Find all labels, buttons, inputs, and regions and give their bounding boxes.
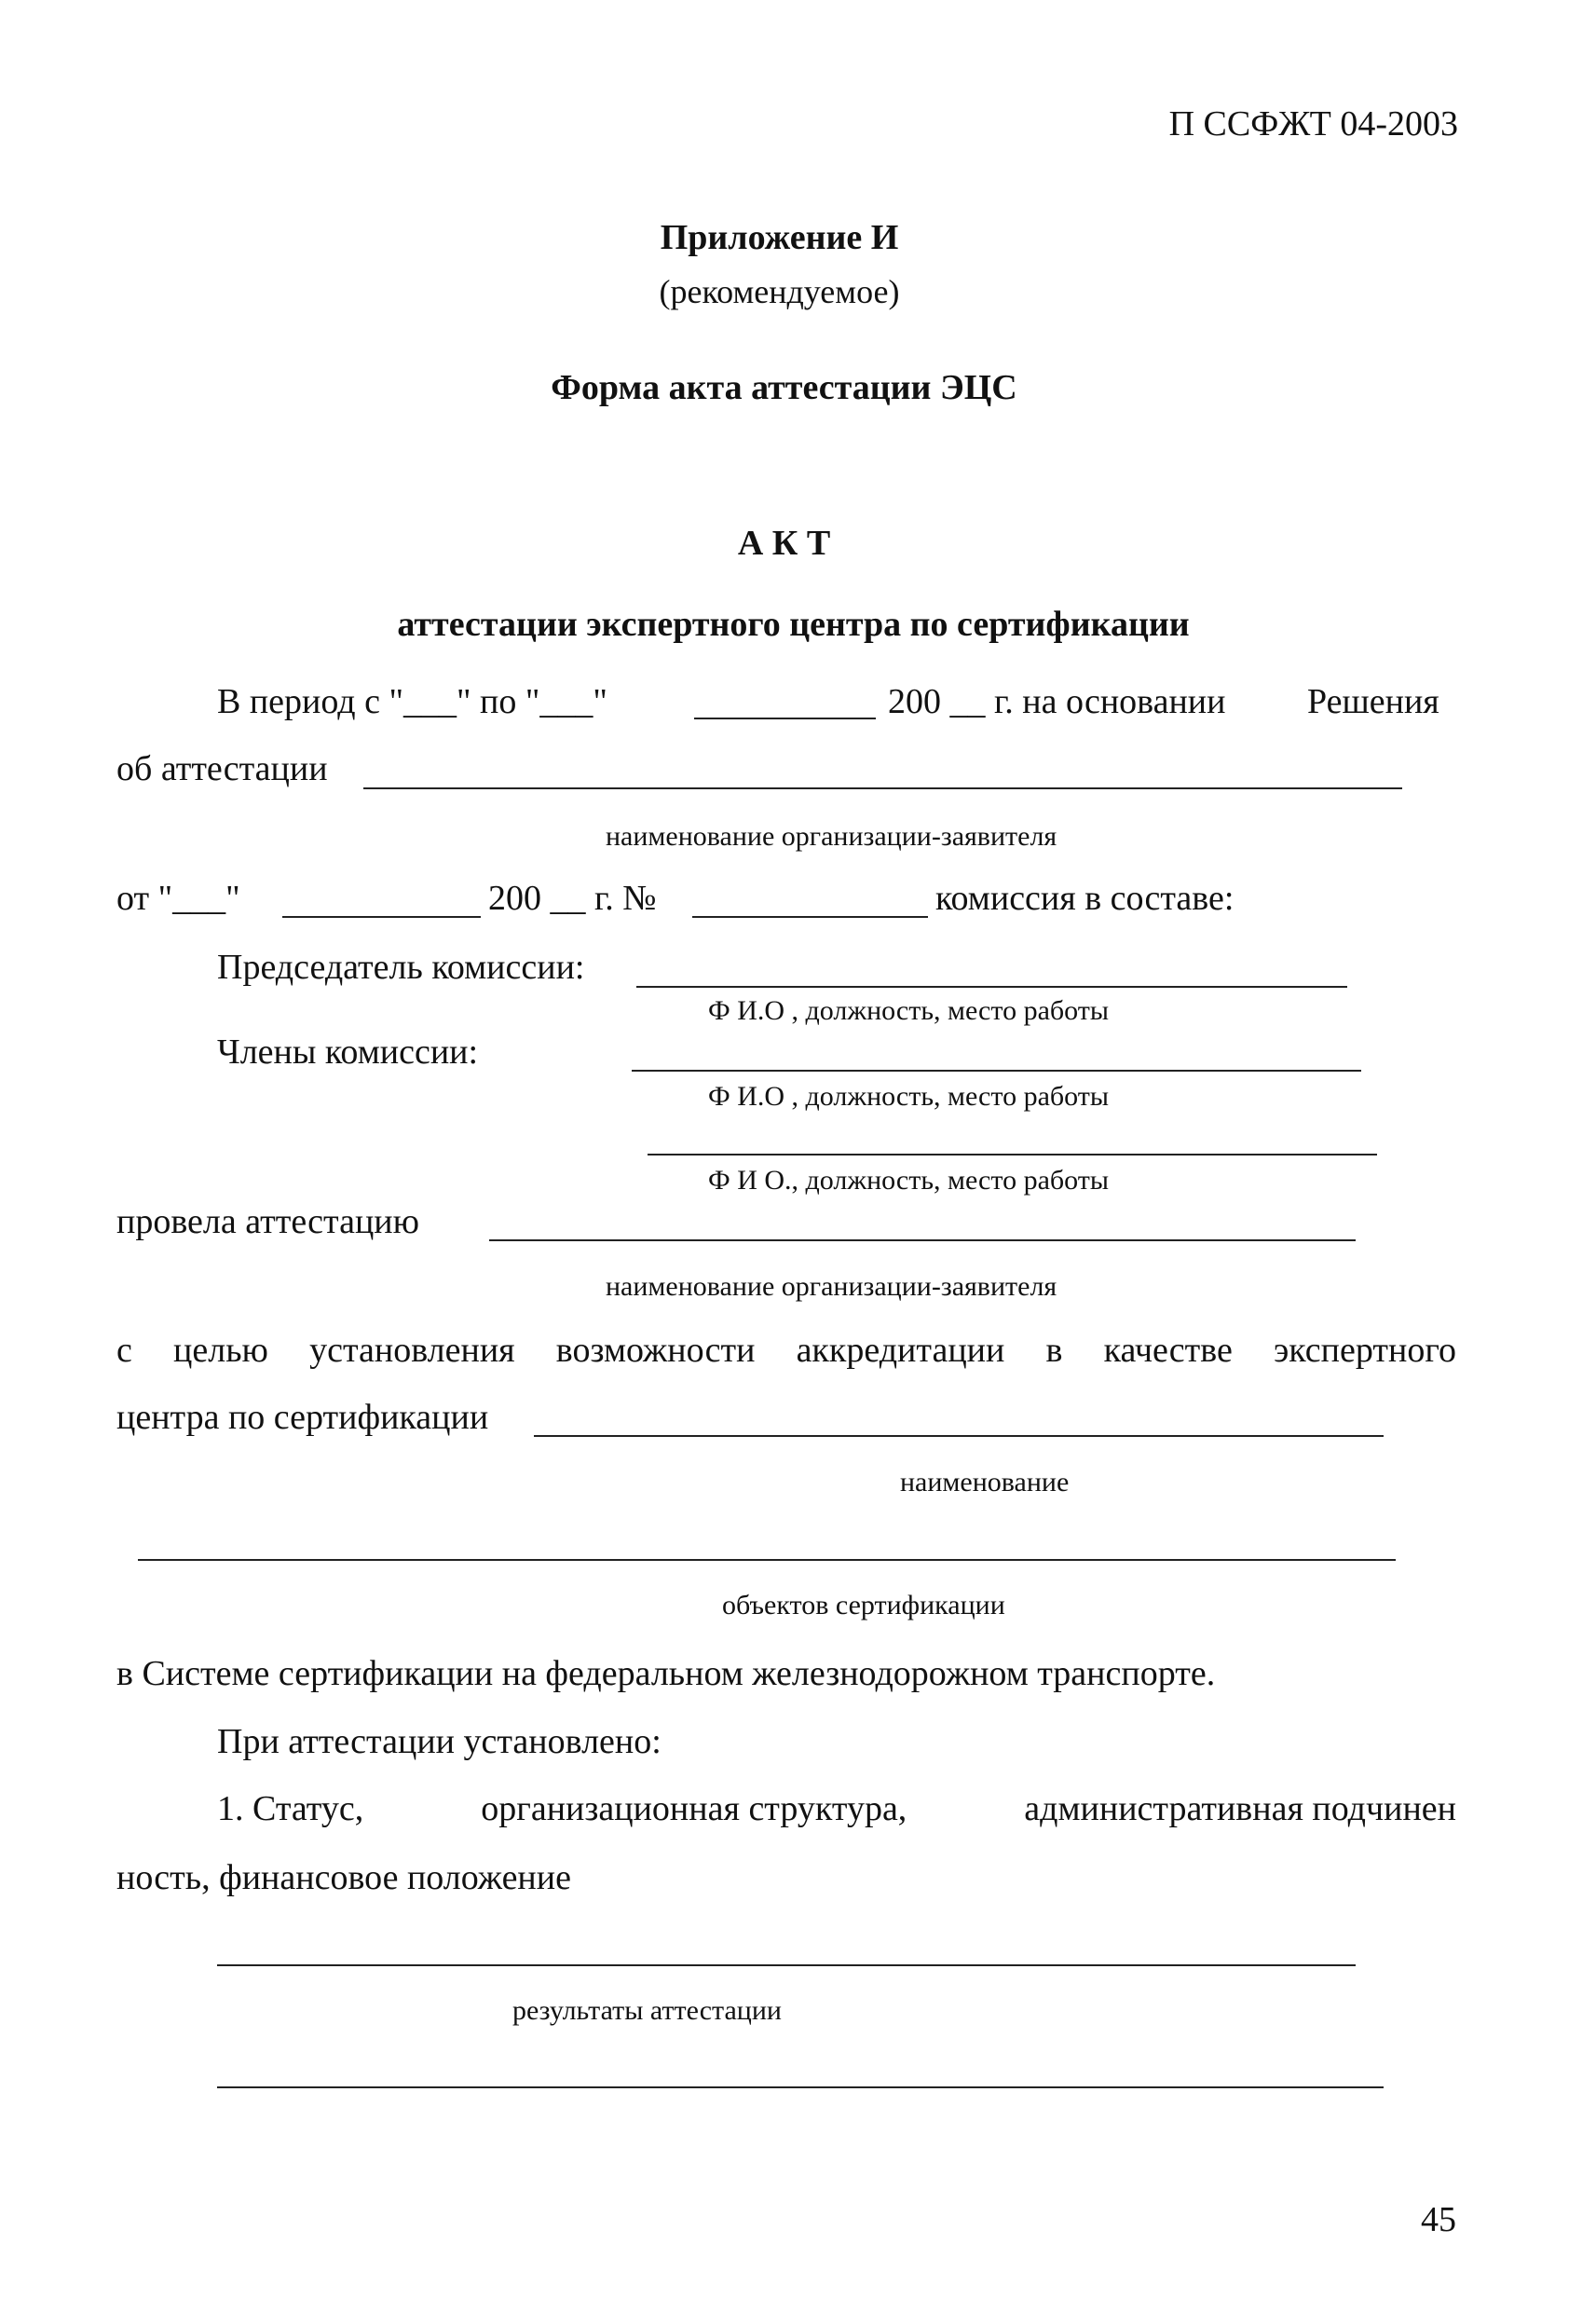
year-basis-text: 200 __ г. на основании — [888, 682, 1226, 721]
item-1-line — [217, 1791, 1456, 1826]
item-1-word: 1. Статус, — [217, 1789, 364, 1828]
caption-fio-2: Ф И.О , должность, место работы — [708, 1081, 1110, 1112]
caption-name: наименование — [900, 1467, 1070, 1497]
commission-text: комиссия в составе: — [935, 879, 1235, 918]
chairman-blank-line — [636, 986, 1347, 988]
results-blank-line — [217, 2086, 1384, 2088]
purpose-word: экспертного — [1273, 1331, 1456, 1370]
member-1-blank-line — [632, 1070, 1361, 1072]
document-code: П ССФЖТ 04-2003 — [1168, 104, 1458, 144]
members-label: Члены комиссии: — [217, 1032, 479, 1072]
conducted-blank-line — [489, 1239, 1356, 1241]
from-date-text: от "___" — [116, 879, 240, 918]
objects-blank-line — [138, 1559, 1396, 1561]
center-cert-blank-line — [534, 1435, 1384, 1437]
appendix-title: Приложение И — [660, 218, 899, 257]
purpose-word: в — [1045, 1331, 1063, 1370]
form-title: Форма акта аттестации ЭЦС — [551, 368, 1017, 407]
from-month-blank-line — [282, 916, 481, 918]
appendix-note: (рекомендуемое) — [659, 273, 900, 310]
caption-org-applicant-2: наименование организации-заявителя — [606, 1271, 1057, 1302]
attestation-label: об аттестации — [116, 749, 328, 788]
member-2-blank-line — [648, 1154, 1377, 1156]
month-blank-line — [694, 718, 876, 719]
number-blank-line — [692, 916, 928, 918]
established-text: При аттестации установлено: — [217, 1722, 662, 1761]
attestation-blank-line — [363, 787, 1402, 789]
act-subtitle: аттестации экспертного центра по сертификации — [397, 605, 1190, 644]
act-title: А К Т — [737, 524, 831, 563]
decision-word: Решения — [1307, 682, 1439, 721]
caption-fio-1: Ф И.О , должность, место работы — [708, 995, 1110, 1026]
purpose-word: аккредитации — [796, 1331, 1005, 1370]
item-1-continuation: ность, финансовое положение — [116, 1858, 571, 1897]
purpose-word: установления — [309, 1331, 515, 1370]
caption-org-applicant-1: наименование организации-заявителя — [606, 821, 1057, 852]
period-text: В период с "___" по "___" — [217, 682, 607, 721]
purpose-word: целью — [173, 1331, 268, 1370]
purpose-word: качестве — [1103, 1331, 1233, 1370]
year-number-text: 200 __ г. № — [488, 879, 657, 918]
item-1-word: административная подчинен — [1024, 1789, 1456, 1828]
caption-results: результаты аттестации — [512, 1995, 782, 2026]
chairman-label: Председатель комиссии: — [217, 948, 585, 987]
purpose-word: с — [116, 1331, 132, 1370]
purpose-word: возможности — [555, 1331, 756, 1370]
system-text: в Системе сертификации на федеральном железнодорожном транспорте. — [116, 1654, 1216, 1693]
item-1-blank-line — [217, 1964, 1356, 1966]
conducted-label: провела аттестацию — [116, 1202, 420, 1241]
item-1-word: организационная структура, — [481, 1789, 907, 1828]
purpose-line — [116, 1333, 1456, 1368]
page-number: 45 — [1421, 2200, 1456, 2239]
caption-fio-3: Ф И О., должность, место работы — [708, 1165, 1110, 1196]
caption-objects: объектов сертификации — [722, 1590, 1005, 1620]
center-cert-label: центра по сертификации — [116, 1398, 489, 1437]
